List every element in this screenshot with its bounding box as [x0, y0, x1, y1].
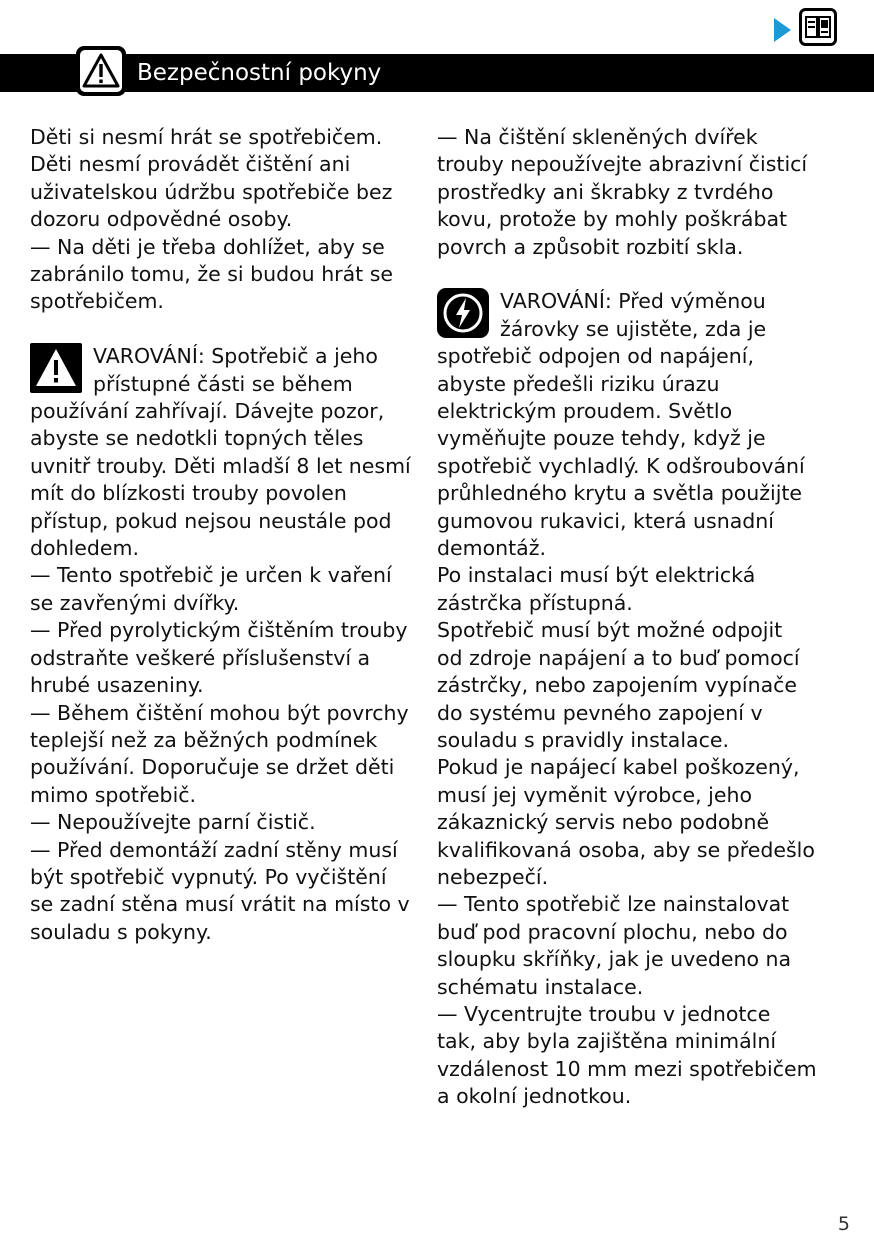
text-line: průhledného krytu a světla použijte [437, 481, 803, 506]
text-line: dozoru odpovědné osoby. [30, 207, 293, 232]
text-line: Po instalaci musí být elektrická [437, 563, 756, 588]
text-line: uvnitř trouby. Děti mladší 8 let nesmí [30, 453, 411, 478]
text-line: se zavřenými dvířky. [30, 590, 240, 615]
text-line: teplejší než za běžných podmínek [30, 727, 378, 752]
text-line: se zadní stěna musí vrátit na místo v [30, 892, 410, 917]
text-line: spotřebič odpojen od napájení, [437, 344, 754, 369]
text-line: buď pod pracovní plochu, nebo do [437, 919, 788, 944]
section-title: Bezpečnostní pokyny [137, 60, 382, 86]
text-line: odstraňte veškeré příslušenství a [30, 645, 371, 670]
text-line: Pokud je napájecí kabel poškozený, [437, 755, 800, 780]
warning-triangle-icon [30, 343, 82, 393]
right-column [437, 124, 822, 1111]
text-line: abyste předešli riziku úrazu [437, 371, 720, 396]
electric-hazard-icon [437, 288, 489, 338]
text-line: VAROVÁNÍ: Před výměnou [500, 289, 766, 314]
text-line: — Před pyrolytickým čištěním trouby [30, 618, 408, 643]
text-line: trouby nepoužívejte abrazivní čisticí [437, 152, 808, 177]
text-line: být spotřebič vypnutý. Po vyčištění [30, 864, 387, 889]
text-line: uživatelskou údržbu spotřebiče bez [30, 179, 393, 204]
text-line: demontáž. [437, 536, 547, 561]
text-line: — Před demontáží zadní stěny musí [30, 837, 398, 862]
text-line: gumovou rukavici, která usnadní [437, 508, 774, 533]
header-warning-badge [76, 46, 126, 96]
text-line: žárovky se ujistěte, zda je [500, 316, 767, 341]
text-line: VAROVÁNÍ: Spotřebič a jeho [93, 344, 378, 369]
text-line: — Na děti je třeba dohlížet, aby se [30, 234, 385, 259]
text-line: kovu, protože by mohly poškrábat [437, 207, 788, 232]
left-column [30, 124, 415, 946]
text-line: — Na čištění skleněných dvířek [437, 125, 758, 149]
text-line: musí jej vyměnit výrobce, jeho [437, 782, 753, 807]
left-warning-block [30, 343, 415, 946]
text-line: souladu s pravidly instalace. [437, 727, 730, 752]
text-line: — Během čištění mohou být povrchy [30, 700, 409, 725]
text-line: používání. Doporučuje se držet děti [30, 755, 395, 780]
page-number: 5 [837, 1213, 850, 1235]
text-line: spotřebič vychladlý. K odšroubování [437, 453, 805, 478]
text-line: spotřebičem. [30, 289, 164, 314]
electric-hazard-badge [437, 288, 489, 338]
text-line: mít do blízkosti trouby povolen [30, 481, 347, 506]
text-line: souladu s pokyny. [30, 919, 212, 944]
text-line: prostředky ani škrabky z tvrdého [437, 179, 774, 204]
text-line: dohledem. [30, 536, 139, 561]
warning-badge [30, 343, 82, 393]
text-line: — Nepoužívejte parní čistič. [30, 810, 316, 835]
text-line: zákaznický servis nebo podobně [437, 810, 770, 835]
text-line: kvalifikovaná osoba, aby se předešlo [437, 837, 815, 862]
text-line: hrubé usazeniny. [30, 673, 204, 698]
text-line: a okolní jednotkou. [437, 1084, 632, 1109]
play-arrow-icon[interactable] [774, 18, 791, 42]
text-line: — Tento spotřebič je určen k vaření [30, 563, 392, 588]
text-line: tak, aby byla zajištěna minimální [437, 1029, 777, 1054]
text-line: Spotřebič musí být možné odpojit [437, 618, 783, 643]
text-line: elektrickým proudem. Světlo [437, 399, 733, 424]
right-warning-block [437, 288, 822, 1110]
text-line: povrch a způsobit rozbití skla. [437, 234, 744, 259]
section-header-bar [0, 54, 874, 92]
text-line: od zdroje napájení a to buď pomocí [437, 645, 800, 670]
text-line: — Tento spotřebič lze nainstalovat [437, 892, 790, 917]
top-navigation [774, 8, 840, 50]
text-line: Děti nesmí provádět čištění ani [30, 152, 351, 177]
text-line: zástrčka přístupná. [437, 590, 633, 615]
text-line: vzdálenost 10 mm mezi spotřebičem [437, 1056, 817, 1081]
left-intro-text [30, 124, 415, 316]
text-line: vyměňujte pouze tehdy, když je [437, 426, 766, 451]
text-line: — Vycentrujte troubu v jednotce [437, 1001, 771, 1026]
text-line: zástrčky, nebo zapojením vypínače [437, 673, 798, 698]
text-line: nebezpečí. [437, 864, 549, 889]
text-line: přístup, pokud nejsou neustále pod [30, 508, 392, 533]
warning-triangle-icon [80, 50, 122, 92]
text-line: sloupku skříňky, jak je uvedeno na [437, 947, 792, 972]
text-line: používání zahřívají. Dávejte pozor, [30, 399, 385, 424]
text-line: přístupné části se během [93, 371, 353, 396]
text-line: zabránilo tomu, že si budou hrát se [30, 262, 394, 287]
right-intro-text [437, 124, 822, 261]
text-line: mimo spotřebič. [30, 782, 197, 807]
text-line: abyste se nedotkli topných těles [30, 426, 364, 451]
text-line: Děti si nesmí hrát se spotřebičem. [30, 125, 383, 149]
book-icon[interactable] [799, 8, 837, 46]
text-line: schématu instalace. [437, 974, 644, 999]
text-line: do systému pevného zapojení v [437, 700, 763, 725]
